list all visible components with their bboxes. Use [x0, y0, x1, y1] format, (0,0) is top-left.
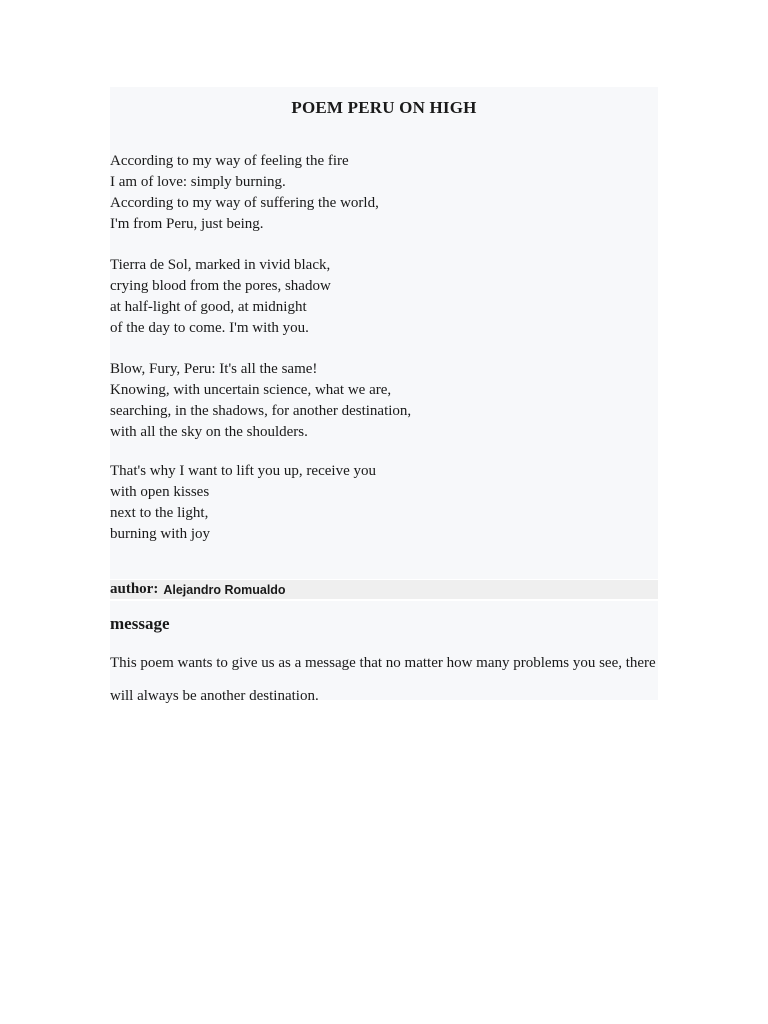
poem-section	[110, 87, 658, 579]
message-text: This poem wants to give us as a message that no matter how many problems you see, there will always be another destination.	[110, 655, 656, 704]
verse-line: with open kisses	[110, 484, 210, 500]
stanza	[110, 461, 376, 545]
verse-line: Blow, Fury, Peru: It's all the same!	[110, 361, 318, 377]
verse-line: I am of love: simply burning.	[110, 174, 286, 190]
verse-line: Knowing, with uncertain science, what we are,	[110, 382, 392, 398]
verse-line: crying blood from the pores, shadow	[110, 278, 331, 294]
verse-line: with all the sky on the shoulders.	[110, 424, 308, 440]
message-heading: message	[110, 614, 170, 633]
stanza	[110, 151, 379, 235]
verse-line: searching, in the shadows, for another destination,	[110, 403, 412, 419]
author-label: author:	[110, 581, 159, 597]
verse-line: next to the light,	[110, 505, 209, 521]
verse-line: burning with joy	[110, 526, 210, 542]
author-name: Alejandro Romualdo	[163, 582, 286, 597]
stanza	[110, 359, 411, 443]
verse-line: of the day to come. I'm with you.	[110, 320, 309, 336]
verse-line: That's why I want to lift you up, receive you	[110, 463, 376, 479]
verse-line: I'm from Peru, just being.	[110, 216, 264, 232]
verse-line: According to my way of feeling the fire	[110, 153, 349, 169]
stanza	[110, 255, 331, 339]
verse-line: at half-light of good, at midnight	[110, 299, 307, 315]
poem-title: POEM PERU ON HIGH	[291, 98, 477, 117]
message-section	[110, 601, 658, 704]
author-bar	[110, 580, 658, 599]
verse-line: Tierra de Sol, marked in vivid black,	[110, 257, 331, 273]
verse-line: According to my way of suffering the world,	[110, 195, 379, 211]
